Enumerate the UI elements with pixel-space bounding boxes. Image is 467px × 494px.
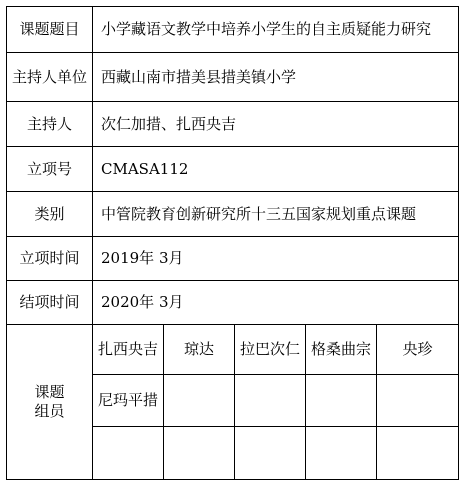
label-end-date: 结项时间	[7, 281, 93, 325]
member-cell: 扎西央吉	[93, 325, 164, 375]
row-category	[7, 192, 459, 237]
label-project-number: 立项号	[7, 147, 93, 192]
member-cell: 央珍	[377, 325, 459, 375]
value-start-date: 2019年 3月	[93, 237, 459, 281]
member-cell	[164, 427, 235, 480]
row-host	[7, 102, 459, 147]
project-info-table	[6, 6, 459, 480]
label-group-members-line1: 课题	[34, 383, 65, 402]
row-host-unit	[7, 53, 459, 102]
label-host: 主持人	[7, 102, 93, 147]
member-cell	[377, 427, 459, 480]
value-host: 次仁加措、扎西央吉	[93, 102, 459, 147]
member-cell	[164, 375, 235, 427]
label-start-date: 立项时间	[7, 237, 93, 281]
row-end-date	[7, 281, 459, 325]
member-cell: 琼达	[164, 325, 235, 375]
row-project-title	[7, 7, 459, 53]
member-cell	[235, 427, 306, 480]
label-category: 类别	[7, 192, 93, 237]
member-cell: 格桑曲宗	[306, 325, 377, 375]
member-cell	[306, 375, 377, 427]
project-info-form	[6, 6, 458, 480]
label-project-title: 课题题目	[7, 7, 93, 53]
value-host-unit: 西藏山南市措美县措美镇小学	[93, 53, 459, 102]
row-members-1	[7, 325, 459, 375]
value-end-date: 2020年 3月	[93, 281, 459, 325]
member-cell	[306, 427, 377, 480]
value-project-title: 小学藏语文教学中培养小学生的自主质疑能力研究	[93, 7, 459, 53]
value-project-number: CMASA112	[93, 147, 459, 192]
member-cell	[93, 427, 164, 480]
value-category: 中管院教育创新研究所十三五国家规划重点课题	[93, 192, 459, 237]
label-group-members	[7, 325, 93, 480]
row-project-number	[7, 147, 459, 192]
member-cell: 拉巴次仁	[235, 325, 306, 375]
member-cell: 尼玛平措	[93, 375, 164, 427]
row-start-date	[7, 237, 459, 281]
label-group-members-line2: 组员	[34, 402, 65, 420]
member-cell	[377, 375, 459, 427]
member-cell	[235, 375, 306, 427]
label-host-unit: 主持人单位	[7, 53, 93, 102]
